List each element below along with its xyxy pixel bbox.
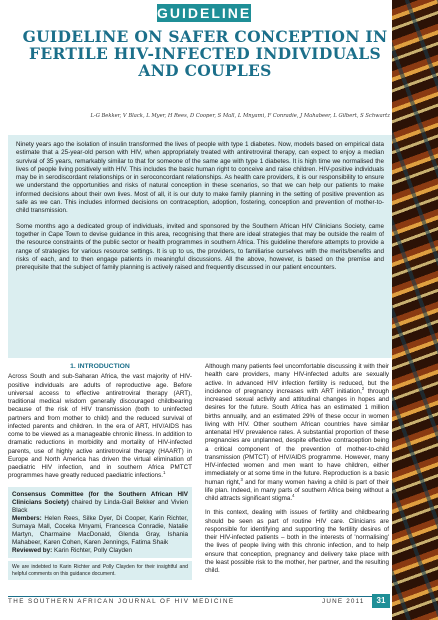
journal-name: THE SOUTHERN AFRICAN JOURNAL OF HIV MEDICINE [8,598,235,605]
reference-2: 2 [361,385,365,391]
left-column [8,363,192,580]
acknowledgement-box: We are indebted to Karin Richter and Polly Clayden for their insightful and helpful comments on this guidance document. [8,561,192,580]
intro-paragraph-2-text-b: through increased sexual activity and attitudinal changes in hopes and desires for the future. South Africa has an estimated 1 million births annually, and an estimated 29% of these occur in women living with HIV. Other southern African countries have similar antenatal HIV prevalence rates. A substantial proportion of these pregnancies are unplanned, despite effective contraception being a critical component of the prevention of mother-to-child transmission (PMTCT) of HIV/AIDS programme. However, many HIV-infected women and men want to have children, either immediately or at some time in the future. Reproduction is a basic human right, [205,387,390,486]
committee-reviewers: Karin Richter, Polly Clayden [52,547,133,555]
abstract-panel [8,135,392,358]
decorative-fabric-border [392,0,438,620]
committee-heading: Consensus Committee (for the Southern African HIV Clinicians Society) [12,490,188,506]
reference-3: 3 [240,476,243,482]
intro-paragraph-2-text-a: Although many patients feel uncomfortable discussing it with their health care providers, many HIV-infected adults are sexually active. In advanced HIV infection fertility is reduced, but the incidence of pregnancy increases with ART initiation, [205,363,389,395]
committee-chairs: chaired by Linda-Gail Bekker and Vivien Black [12,498,188,514]
reviewed-label: Reviewed by: [12,547,53,555]
members-label: Members: [12,514,42,522]
issue-date: JUNE 2011 [322,598,365,605]
right-column [205,363,389,581]
guideline-label: GUIDELINE [157,5,252,21]
article-title: GUIDELINE ON SAFER CONCEPTION IN FERTILE HIV-INFECTED INDIVIDUALS AND COUPLES [22,27,388,80]
footer-rule [8,596,388,597]
abstract-paragraph-1: Ninety years ago the isolation of insulin transformed the lives of people with type 1 diabetes. Now, models based on empirical data estimate that a 25-year-old person with HIV, when appropriately treated with antiretroviral therapy, can expect to enjoy a median survival of 35 years, remarkably similar to that for someone of the same age with type 1 diabetes. It is high time we normalised the lives of people living positively with HIV. This includes the basic human right to conceive and raise children. HIV-positive individuals may be in serodiscordant relationships or in seroconcordant relationships. As health care providers, it is our responsibility to ensure we understand the opportunities and risks of natural conception in these scenarios, so that we can help our patients to make informed decisions about their own lives. Most of all, it is our duty to make family planning in the setting of positive prevention as safe as we can. This includes informed decisions on contraception, adoption, fostering, conception and prevention of mother-to-child transmission. [16,141,384,215]
reference-4: 4 [292,492,295,498]
intro-paragraph-2 [205,363,389,503]
introduction-heading: 1. INTRODUCTION [70,363,130,370]
abstract-paragraph-2: Some months ago a dedicated group of individuals, invited and sponsored by the Southern African HIV Clinicians Society, came together in Cape Town to devise guidance in this area, recognising that there are ideal strategies that may be outside the realm of the resource constraints of the public sector or health programmes in southern Africa. This guideline therefore attempts to provide a range of strategies for various resource settings. It is up to us, the providers, to familiarise ourselves with the merits/benefits and risks of each, and to then engage patients in meaningful discussions. All the above, however, is based on the premise and prerequisite that the subject of family planning is actively raised and frequently discussed in our patient encounters. [16,222,384,272]
intro-paragraph-1 [8,373,192,480]
intro-paragraph-2-text-c: and for many women having a child is part of their life plan. Indeed, in many parts of southern Africa being without a child attracts significant stigma. [205,478,389,502]
intro-paragraph-1-text: Across South and sub-Saharan Africa, the vast majority of HIV-positive individuals are adults of reproductive age. Before universal access to effective antiretroviral therapy (ART), traditional medical wisdom generally discouraged childbearing because of the risk of HIV transmission (both to uninfected partners and from mother to child) and the reduced survival of infected parents and children. In the era of ART, HIV/AIDS has come to be viewed as a manageable chronic illness. In addition to dramatic reductions in morbidity and mortality of HIV-infected parents, use of highly active antiretroviral therapy (HAART) in Europe and North America has driven the virtual elimination of paediatric HIV infection, and in southern Africa PMTCT programmes have greatly reduced paediatric infections. [8,373,192,480]
intro-paragraph-3: In this context, dealing with issues of fertility and childbearing should be seen as part of routine HIV care. Clinicians are responsible for identifying and supporting the fertility desires of their HIV-infected patients – both in the interests of 'normalising' the lives of people living with this chronic infection, and to help ensure that conception, pregnancy and delivery take place with the least possible risk to the mother, her partner, and the resulting child. [205,509,389,574]
page-number: 31 [372,594,390,608]
reference-1: 1 [163,470,166,476]
consensus-committee-box [8,487,192,559]
committee-members: Helen Rees, Silke Dyer, Di Cooper, Karin Richter, Sumaya Mall, Coceka Mnyami, Francesca Conradie, Natalie Martyn, Charmaine MacDonald, Glenda Gray, Ishania Mahabeer, Karen Cohen, Karen Jennings, Fatima Shaik [12,514,188,547]
author-list: L-G Bekker, V Black, L Myer, H Rees, D Cooper, S Mall, L Mnyami, F Conradie, J Mahabeer, L Gilbert, S Schwartz [90,113,390,119]
